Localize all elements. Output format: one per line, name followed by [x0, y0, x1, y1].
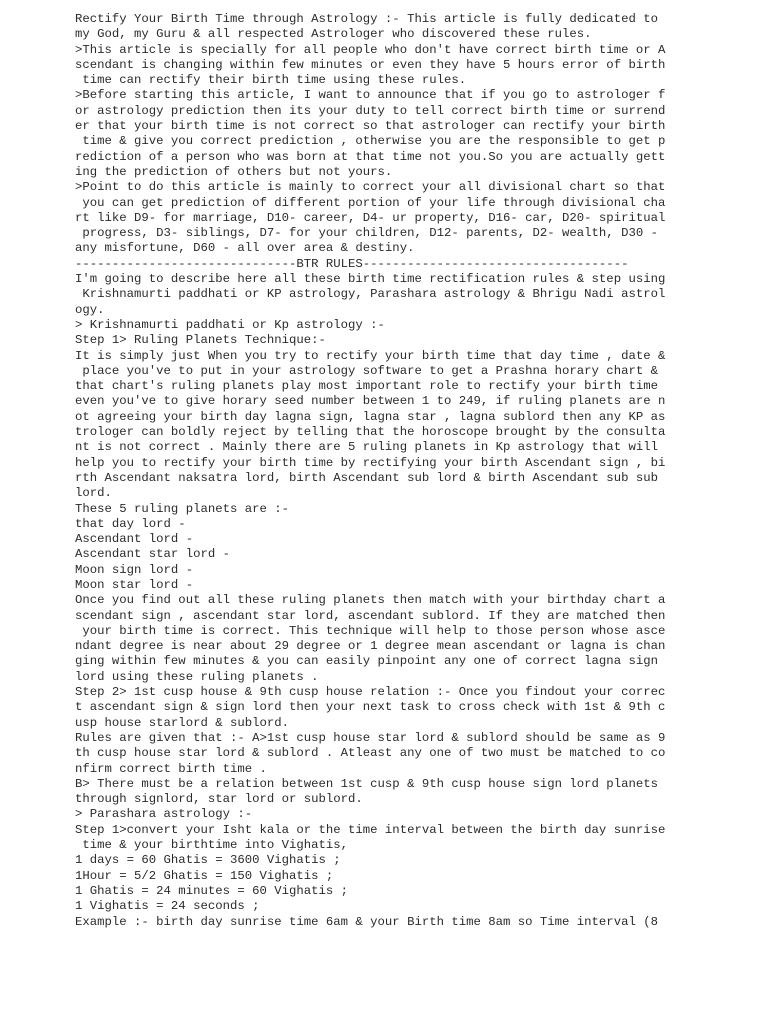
- text-line: that day lord -: [75, 516, 186, 531]
- text-line: Moon star lord -: [75, 577, 194, 592]
- text-line: th cusp house star lord & sublord . Atleast any one of two must be matched to co: [75, 746, 666, 761]
- text-line: lord.: [75, 486, 112, 501]
- text-line: that chart's ruling planets play most important role to rectify your birth time: [75, 379, 658, 394]
- text-line: Moon sign lord -: [75, 562, 194, 577]
- text-line: through signlord, star lord or sublord.: [75, 792, 363, 807]
- text-line: > Parashara astrology :-: [75, 807, 253, 822]
- text-line: nt is not correct . Mainly there are 5 ruling planets in Kp astrology that will: [75, 440, 658, 455]
- text-line: 1 Ghatis = 24 minutes = 60 Vighatis ;: [75, 883, 349, 898]
- text-line: nfirm correct birth time .: [75, 761, 267, 776]
- text-line: ot agreeing your birth day lagna sign, lagna star , lagna sublord then any KP as: [75, 409, 666, 424]
- text-line: rth Ascendant naksatra lord, birth Ascendant sub lord & birth Ascendant sub sub: [75, 470, 658, 485]
- text-line: >Before starting this article, I want to announce that if you go to astrologer f: [75, 88, 666, 103]
- text-line: my God, my Guru & all respected Astrologer who discovered these rules.: [75, 27, 592, 42]
- text-line: ogy.: [75, 302, 105, 317]
- text-line: These 5 ruling planets are :-: [75, 501, 290, 516]
- text-line: time & your birthtime into Vighatis,: [75, 838, 349, 853]
- text-line: lord using these ruling planets .: [75, 669, 319, 684]
- text-line: time can rectify their birth time using these rules.: [75, 73, 467, 88]
- text-line: Step 1>convert your Isht kala or the time interval between the birth day sunrise: [75, 822, 666, 837]
- text-line: B> There must be a relation between 1st cusp & 9th cusp house sign lord planets: [75, 776, 658, 791]
- text-line: ging within few minutes & you can easily pinpoint any one of correct lagna sign: [75, 654, 658, 669]
- text-line: you can get prediction of different portion of your life through divisional cha: [75, 195, 666, 210]
- text-line: ndant degree is near about 29 degree or 1 degree mean ascendant or lagna is chan: [75, 639, 666, 654]
- text-line: Once you find out all these ruling planets then match with your birthday chart a: [75, 593, 666, 608]
- text-line: or astrology prediction then its your duty to tell correct birth time or surrend: [75, 103, 666, 118]
- text-line: time & give you correct prediction , otherwise you are the responsible to get p: [75, 134, 666, 149]
- text-line: Ascendant star lord -: [75, 547, 230, 562]
- text-line: Krishnamurti paddhati or KP astrology, Parashara astrology & Bhrigu Nadi astrol: [75, 287, 666, 302]
- text-line: even you've to give horary seed number between 1 to 249, if ruling planets are n: [75, 394, 666, 409]
- text-line: er that your birth time is not correct so that astrologer can rectify your birth: [75, 119, 666, 134]
- text-line: Rectify Your Birth Time through Astrology :- This article is fully dedicated to: [75, 12, 658, 26]
- text-line: 1 Vighatis = 24 seconds ;: [75, 899, 260, 914]
- text-line: rediction of a person who was born at that time not you.So you are actually gett: [75, 149, 666, 164]
- text-line: >Point to do this article is mainly to correct your all divisional chart so that: [75, 180, 666, 195]
- text-line: ing the prediction of others but not yours.: [75, 164, 393, 179]
- text-line: place you've to put in your astrology software to get a Prashna horary chart &: [75, 363, 658, 378]
- text-line: t ascendant sign & sign lord then your next task to cross check with 1st & 9th c: [75, 700, 666, 715]
- text-line: 1 days = 60 Ghatis = 3600 Vighatis ;: [75, 853, 341, 868]
- text-line: 1Hour = 5/2 Ghatis = 150 Vighatis ;: [75, 868, 334, 883]
- text-line: Ascendant lord -: [75, 532, 194, 547]
- text-line: rt like D9- for marriage, D10- career, D4- ur property, D16- car, D20- spiritual: [75, 210, 666, 225]
- text-line: your birth time is correct. This technique will help to those person whose asce: [75, 623, 666, 638]
- text-line: Example :- birth day sunrise time 6am & your Birth time 8am so Time interval (8: [75, 914, 658, 929]
- text-line: progress, D3- siblings, D7- for your children, D12- parents, D2- wealth, D30 -: [75, 226, 658, 241]
- text-line: usp house starlord & sublord.: [75, 715, 290, 730]
- text-line: >This article is specially for all people who don't have correct birth time or A: [75, 42, 666, 57]
- text-line: ------------------------------BTR RULES------------------------------------: [75, 256, 629, 271]
- text-line: It is simply just When you try to rectify your birth time that day time , date &: [75, 348, 666, 363]
- text-line: trologer can boldly reject by telling that the horoscope brought by the consulta: [75, 425, 666, 440]
- text-line: any misfortune, D60 - all over area & destiny.: [75, 241, 415, 256]
- text-line: Rules are given that :- A>1st cusp house star lord & sublord should be same as 9: [75, 730, 666, 745]
- text-line: help you to rectify your birth time by rectifying your birth Ascendant sign , bi: [75, 455, 666, 470]
- article-text: [75, 12, 765, 930]
- text-line: scendant sign , ascendant star lord, ascendant sublord. If they are matched then: [75, 608, 666, 623]
- text-line: scendant is changing within few minutes or even they have 5 hours error of birth: [75, 57, 666, 72]
- text-line: Step 2> 1st cusp house & 9th cusp house relation :- Once you findout your correc: [75, 685, 666, 700]
- text-line: I'm going to describe here all these birth time rectification rules & step using: [75, 272, 666, 287]
- text-line: Step 1> Ruling Planets Technique:-: [75, 333, 326, 348]
- text-line: > Krishnamurti paddhati or Kp astrology :-: [75, 317, 385, 332]
